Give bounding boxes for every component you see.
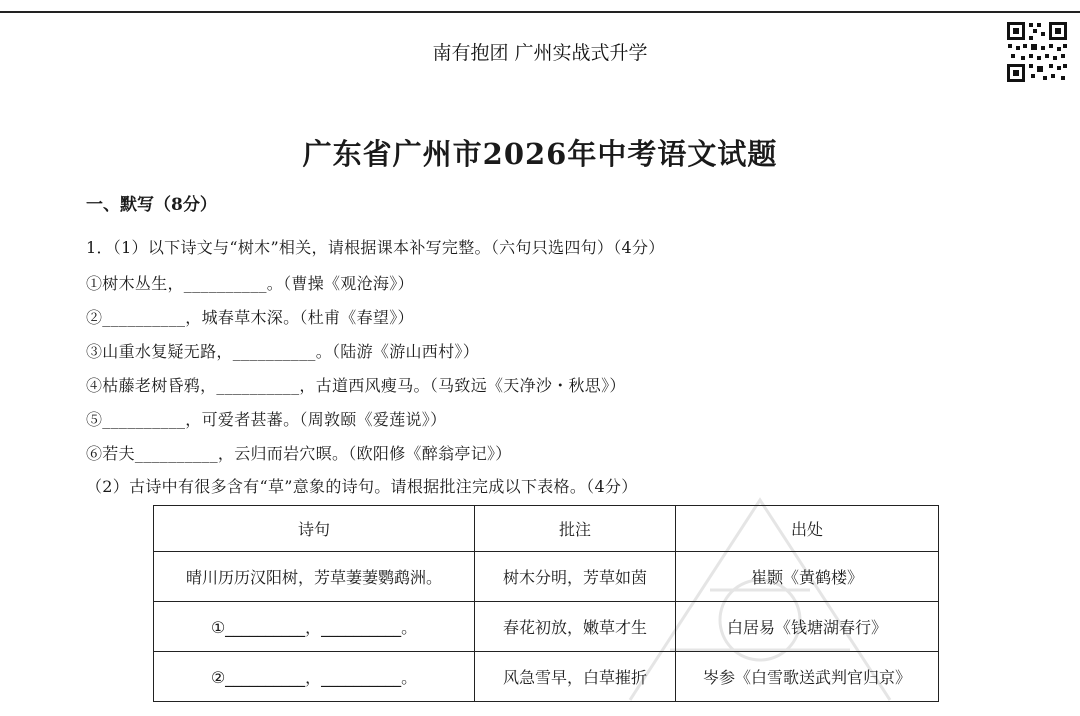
table-row xyxy=(154,552,939,602)
fill-line: ⑥若夫__________，云归而岩穴暝。（欧阳修《醉翁亭记》） xyxy=(86,444,512,463)
table-cell: 风急雪早，白草摧折 xyxy=(475,652,676,702)
table-header-row xyxy=(154,506,939,552)
fill-line: ③山重水复疑无路，__________。（陆游《游山西村》） xyxy=(86,342,480,361)
header-banner: 南有抱团 广州实战式升学 xyxy=(432,42,648,64)
table-cell: 树木分明，芳草如茵 xyxy=(475,552,676,602)
table-cell: ②__________，__________。 xyxy=(154,652,475,702)
table-cell: 岑参《白雪歌送武判官归京》 xyxy=(676,652,939,702)
question-2-intro: （2）古诗中有很多含有“草”意象的诗句。请根据批注完成以下表格。（4分） xyxy=(86,477,638,496)
question-1-intro: 1．（1）以下诗文与“树木”相关，请根据课本补写完整。（六句只选四句）（4分） xyxy=(86,238,665,257)
table-cell: 晴川历历汉阳树，芳草萋萋鹦鹉洲。 xyxy=(154,552,475,602)
fill-line: ④枯藤老树昏鸦，__________，古道西风瘦马。（马致远《天净沙・秋思》） xyxy=(86,376,626,395)
poem-table xyxy=(153,505,939,702)
table-cell: ①__________，__________。 xyxy=(154,602,475,652)
table-row xyxy=(154,602,939,652)
fill-line: ⑤__________，可爱者甚蕃。（周敦颐《爱莲说》） xyxy=(86,410,447,429)
page-title: 广东省广州市2026年中考语文试题 xyxy=(302,137,778,171)
table-header: 批注 xyxy=(475,506,676,552)
fill-line: ①树木丛生，__________。（曹操《观沧海》） xyxy=(86,274,414,293)
table-header: 诗句 xyxy=(154,506,475,552)
fill-line: ②__________，城春草木深。（杜甫《春望》） xyxy=(86,308,414,327)
table-cell: 崔颢《黄鹤楼》 xyxy=(676,552,939,602)
table-cell: 白居易《钱塘湖春行》 xyxy=(676,602,939,652)
table-cell: 春花初放，嫩草才生 xyxy=(475,602,676,652)
table-row xyxy=(154,652,939,702)
table-header: 出处 xyxy=(676,506,939,552)
top-rule xyxy=(0,11,1080,13)
section-heading: 一、默写（8分） xyxy=(86,195,217,215)
qr-code-icon xyxy=(1005,20,1069,84)
